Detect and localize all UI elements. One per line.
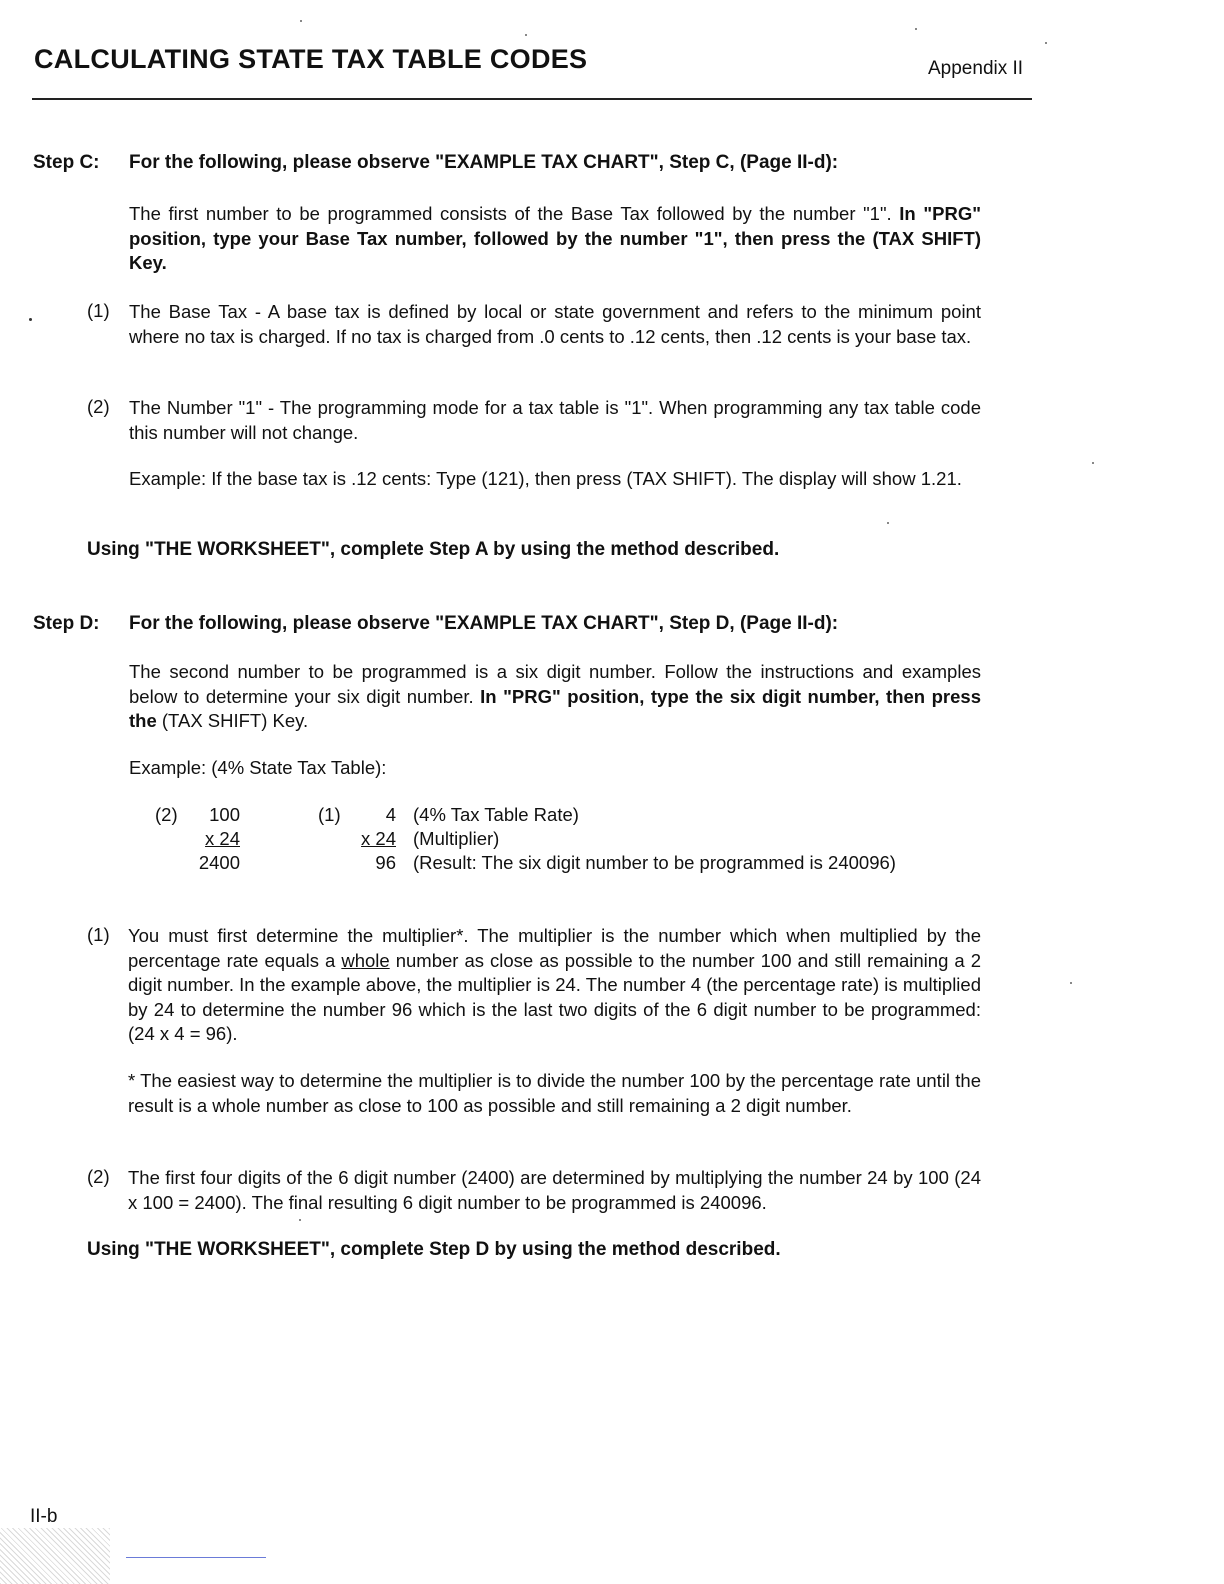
step-c-item1-text: The Base Tax - A base tax is defined by local or state government and refers to the minimum point where no tax is charged. If no tax is charged from .0 cents to .12 cents, then .12 cents is your base tax. — [129, 301, 981, 347]
step-d-intro — [129, 660, 981, 734]
scan-speck — [299, 1219, 301, 1221]
step-c-item2-text: The Number "1" - The programming mode for a tax table is "1". When programming any tax table code this number will not change. — [129, 397, 981, 443]
step-d-intro-bold: In "PRG" position, type the six digit number, then press the — [129, 685, 981, 731]
step-d-label: Step D: — [33, 613, 100, 634]
scan-speck — [915, 28, 917, 30]
step-d-item2-number: (2) — [87, 1166, 110, 1187]
calc-left-number: (2) — [155, 804, 178, 825]
step-c-intro-plain: The first number to be programmed consists of the Base Tax followed by the number "1". — [129, 203, 900, 224]
page-title: CALCULATING STATE TAX TABLE CODES — [34, 44, 588, 74]
calc-left-a: 100 — [209, 804, 240, 825]
step-d-item2-text: The first four digits of the 6 digit number (2400) are determined by multiplying the number 24 by 100 (24 x 100 = 2400). The final resulting 6 digit number to be programmed is 240096. — [128, 1167, 981, 1213]
scan-speck — [1092, 462, 1094, 464]
page-number: II-b — [30, 1506, 58, 1527]
calc-note-b: (Multiplier) — [413, 828, 500, 849]
calc-left-c: 2400 — [198, 852, 240, 873]
step-c-example: Example: If the base tax is .12 cents: Type (121), then press (TAX SHIFT). The display will show 1.21. — [129, 468, 962, 489]
step-c-item1-number: (1) — [87, 300, 110, 321]
calc-note-a: (4% Tax Table Rate) — [413, 804, 579, 825]
step-c-label: Step C: — [33, 152, 100, 173]
calc-right-c: 96 — [375, 852, 396, 873]
step-d-example-label: Example: (4% State Tax Table): — [129, 757, 387, 778]
step-d-item1-part-a: You must first determine the multiplier*. The multiplier is the number which when multiplied by the percentage rate equals a — [128, 925, 981, 971]
scan-speck — [300, 20, 302, 22]
appendix-label: Appendix II — [928, 58, 1024, 79]
calc-note-c: (Result: The six digit number to be programmed is 240096) — [413, 852, 896, 873]
calc-right-b: x 24 — [361, 828, 396, 849]
step-d-item1-text — [128, 924, 981, 1047]
step-d-item1-number: (1) — [87, 924, 110, 945]
header-rule — [32, 98, 1032, 100]
step-d-intro-plain: The second number to be programmed is a six digit number. Follow the instructions and examples below to determine your six digit number. — [129, 661, 981, 707]
calc-left-b: x 24 — [205, 828, 240, 849]
step-c-heading: For the following, please observe "EXAMPLE TAX CHART", Step C, (Page II-d): — [129, 152, 839, 173]
step-c-item2-number: (2) — [87, 396, 110, 417]
scan-speck — [525, 34, 527, 36]
calc-right-number: (1) — [318, 804, 341, 825]
bullet-dot — [29, 318, 32, 321]
step-d-intro-tail: (TAX SHIFT) Key. — [156, 710, 309, 731]
scan-speck — [1045, 42, 1047, 44]
step-c-intro — [129, 202, 981, 276]
step-d-footnote: * The easiest way to determine the multiplier is to divide the number 100 by the percentage rate until the result is a whole number as close to 100 as possible and still remaining a 2 digit number. — [128, 1070, 981, 1116]
step-c-worksheet-instruction: Using "THE WORKSHEET", complete Step A by using the method described. — [87, 539, 780, 560]
scan-artifact — [0, 1528, 110, 1584]
step-d-item1-part-b: number as close as possible to the number 100 and still remaining a 2 digit number. In the example above, the multiplier is 24. The number 4 (the percentage rate) is multiplied by 24 to determine the number 96 which is the last two digits of the 6 digit number to be programmed: (24 x 4 = 96). — [128, 949, 981, 1044]
scan-line-artifact — [126, 1557, 266, 1558]
calc-right-a: 4 — [385, 804, 396, 825]
step-c-intro-bold: In "PRG" position, type your Base Tax number, followed by the number "1", then press the (TAX SHIFT) Key. — [129, 203, 981, 273]
scan-speck — [887, 522, 889, 524]
scan-speck — [1070, 982, 1072, 984]
step-d-heading: For the following, please observe "EXAMPLE TAX CHART", Step D, (Page II-d): — [129, 613, 839, 634]
step-d-item1-whole: whole — [341, 949, 390, 971]
step-d-worksheet-instruction: Using "THE WORKSHEET", complete Step D by using the method described. — [87, 1239, 781, 1260]
